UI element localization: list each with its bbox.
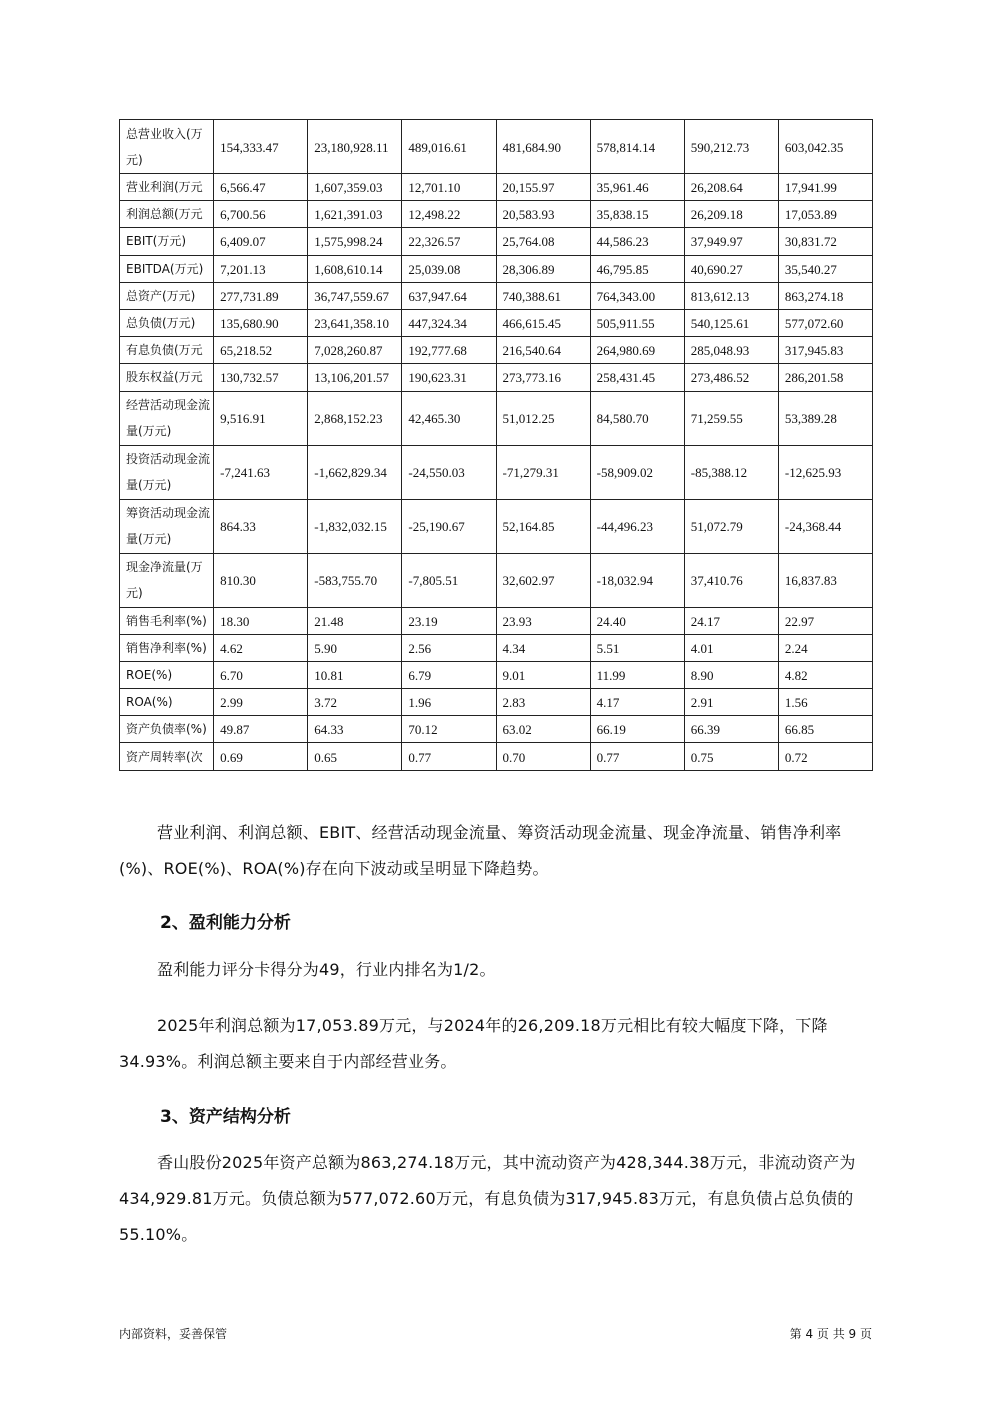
table-row	[120, 553, 873, 607]
table-row	[120, 282, 873, 309]
table-cell: 53,389.28	[778, 391, 872, 445]
table-row	[120, 228, 873, 255]
table-cell: 0.70	[496, 743, 590, 770]
table-cell: -58,909.02	[590, 445, 684, 499]
section-2-paragraph-2: 2025年利润总额为17,053.89万元，与2024年的26,209.18万元相比有较大幅度下降，下降34.93%。利润总额主要来自于内部经营业务。	[119, 1016, 828, 1071]
table-cell: 11.99	[590, 661, 684, 688]
table-cell: 21.48	[308, 607, 402, 634]
table-cell: 813,612.13	[684, 282, 778, 309]
table-cell: 63.02	[496, 716, 590, 743]
table-cell: 2.83	[496, 689, 590, 716]
table-cell: 2.24	[778, 634, 872, 661]
row-label: 总营业收入(万元)	[120, 120, 214, 174]
table-cell: 22,326.57	[402, 228, 496, 255]
table-cell: -583,755.70	[308, 553, 402, 607]
table-cell: 7,028,260.87	[308, 337, 402, 364]
table-cell: 0.77	[590, 743, 684, 770]
table-row	[120, 634, 873, 661]
table-cell: 6.70	[214, 661, 308, 688]
table-cell: 66.19	[590, 716, 684, 743]
table-cell: 135,680.90	[214, 309, 308, 336]
footer-page-number: 第 4 页 共 9 页	[789, 1327, 872, 1341]
table-cell: 3.72	[308, 689, 402, 716]
table-cell: 273,486.52	[684, 364, 778, 391]
section-3-paragraph-1: 香山股份2025年资产总额为863,274.18万元，其中流动资产为428,344.38万元，非流动资产为434,929.81万元。负债总额为577,072.60万元，有息负债为317,945.83万元，有息负债占总负债的55.10%。	[119, 1153, 856, 1244]
table-cell: 42,465.30	[402, 391, 496, 445]
table-cell: 6.79	[402, 661, 496, 688]
table-cell: 540,125.61	[684, 309, 778, 336]
table-cell: 2.56	[402, 634, 496, 661]
row-label: 筹资活动现金流量(万元)	[120, 499, 214, 553]
table-cell: 26,209.18	[684, 201, 778, 228]
table-cell: -7,241.63	[214, 445, 308, 499]
table-cell: 216,540.64	[496, 337, 590, 364]
table-row	[120, 499, 873, 553]
table-cell: -44,496.23	[590, 499, 684, 553]
table-cell: 154,333.47	[214, 120, 308, 174]
table-cell: 37,410.76	[684, 553, 778, 607]
table-row	[120, 607, 873, 634]
table-cell: 22.97	[778, 607, 872, 634]
table-cell: 2.99	[214, 689, 308, 716]
table-cell: 1,621,391.03	[308, 201, 402, 228]
table-row	[120, 661, 873, 688]
table-cell: 190,623.31	[402, 364, 496, 391]
table-cell: 20,155.97	[496, 174, 590, 201]
table-row	[120, 716, 873, 743]
table-cell: 258,431.45	[590, 364, 684, 391]
table-row	[120, 309, 873, 336]
table-cell: 71,259.55	[684, 391, 778, 445]
table-cell: -1,832,032.15	[308, 499, 402, 553]
table-cell: 12,498.22	[402, 201, 496, 228]
table-cell: 1,575,998.24	[308, 228, 402, 255]
table-row	[120, 337, 873, 364]
table-cell: 864.33	[214, 499, 308, 553]
table-cell: 24.40	[590, 607, 684, 634]
table-cell: -71,279.31	[496, 445, 590, 499]
table-cell: 6,700.56	[214, 201, 308, 228]
table-cell: -7,805.51	[402, 553, 496, 607]
table-cell: 578,814.14	[590, 120, 684, 174]
table-cell: 1.56	[778, 689, 872, 716]
table-cell: 5.90	[308, 634, 402, 661]
table-row	[120, 364, 873, 391]
table-cell: 35,961.46	[590, 174, 684, 201]
table-cell: 4.01	[684, 634, 778, 661]
row-label: ROA(%)	[120, 689, 214, 716]
table-row	[120, 689, 873, 716]
row-label: 投资活动现金流量(万元)	[120, 445, 214, 499]
table-row	[120, 743, 873, 770]
table-cell: 273,773.16	[496, 364, 590, 391]
row-label: 总负债(万元)	[120, 309, 214, 336]
table-cell: 466,615.45	[496, 309, 590, 336]
table-cell: 505,911.55	[590, 309, 684, 336]
table-cell: 52,164.85	[496, 499, 590, 553]
table-cell: 590,212.73	[684, 120, 778, 174]
table-cell: 285,048.93	[684, 337, 778, 364]
table-cell: 603,042.35	[778, 120, 872, 174]
row-label: 销售毛利率(%)	[120, 607, 214, 634]
table-cell: 2,868,152.23	[308, 391, 402, 445]
row-label: 利润总额(万元	[120, 201, 214, 228]
table-cell: 286,201.58	[778, 364, 872, 391]
table-cell: -85,388.12	[684, 445, 778, 499]
table-cell: 4.17	[590, 689, 684, 716]
table-cell: 7,201.13	[214, 255, 308, 282]
table-row	[120, 174, 873, 201]
table-cell: 23,180,928.11	[308, 120, 402, 174]
table-cell: 35,838.15	[590, 201, 684, 228]
table-cell: 20,583.93	[496, 201, 590, 228]
table-cell: 25,764.08	[496, 228, 590, 255]
table-cell: -18,032.94	[590, 553, 684, 607]
table-cell: 6,409.07	[214, 228, 308, 255]
table-cell: 10.81	[308, 661, 402, 688]
table-cell: 17,941.99	[778, 174, 872, 201]
table-cell: 481,684.90	[496, 120, 590, 174]
table-cell: 277,731.89	[214, 282, 308, 309]
table-cell: 1,607,359.03	[308, 174, 402, 201]
footer-confidential-note: 内部资料，妥善保管	[119, 1327, 228, 1341]
row-label: 销售净利率(%)	[120, 634, 214, 661]
table-cell: 4.82	[778, 661, 872, 688]
table-cell: 1,608,610.14	[308, 255, 402, 282]
table-cell: 9,516.91	[214, 391, 308, 445]
financial-data-table	[119, 119, 873, 771]
table-cell: 25,039.08	[402, 255, 496, 282]
table-cell: 64.33	[308, 716, 402, 743]
table-cell: 37,949.97	[684, 228, 778, 255]
table-cell: 23.93	[496, 607, 590, 634]
table-cell: 0.77	[402, 743, 496, 770]
table-cell: 4.34	[496, 634, 590, 661]
table-cell: 28,306.89	[496, 255, 590, 282]
row-label: 资产负债率(%)	[120, 716, 214, 743]
table-cell: 0.75	[684, 743, 778, 770]
row-label: 资产周转率(次	[120, 743, 214, 770]
table-cell: 26,208.64	[684, 174, 778, 201]
table-row	[120, 120, 873, 174]
table-cell: 447,324.34	[402, 309, 496, 336]
table-cell: 0.69	[214, 743, 308, 770]
table-cell: 30,831.72	[778, 228, 872, 255]
table-cell: 35,540.27	[778, 255, 872, 282]
table-row	[120, 255, 873, 282]
table-cell: 84,580.70	[590, 391, 684, 445]
row-label: 股东权益(万元	[120, 364, 214, 391]
table-cell: 192,777.68	[402, 337, 496, 364]
table-cell: -24,550.03	[402, 445, 496, 499]
table-cell: 577,072.60	[778, 309, 872, 336]
table-cell: 24.17	[684, 607, 778, 634]
row-label: 营业利润(万元	[120, 174, 214, 201]
table-cell: 489,016.61	[402, 120, 496, 174]
table-cell: 66.85	[778, 716, 872, 743]
table-cell: 70.12	[402, 716, 496, 743]
table-cell: 40,690.27	[684, 255, 778, 282]
table-cell: 317,945.83	[778, 337, 872, 364]
table-cell: -1,662,829.34	[308, 445, 402, 499]
table-cell: 0.72	[778, 743, 872, 770]
table-cell: 66.39	[684, 716, 778, 743]
table-cell: 264,980.69	[590, 337, 684, 364]
table-cell: 8.90	[684, 661, 778, 688]
table-row	[120, 391, 873, 445]
row-label: ROE(%)	[120, 661, 214, 688]
table-cell: 637,947.64	[402, 282, 496, 309]
table-cell: 51,012.25	[496, 391, 590, 445]
table-cell: 740,388.61	[496, 282, 590, 309]
table-cell: 9.01	[496, 661, 590, 688]
table-cell: 65,218.52	[214, 337, 308, 364]
table-cell: 36,747,559.67	[308, 282, 402, 309]
table-cell: 18.30	[214, 607, 308, 634]
table-cell: 2.91	[684, 689, 778, 716]
table-cell: 23,641,358.10	[308, 309, 402, 336]
table-cell: 17,053.89	[778, 201, 872, 228]
section-2-paragraph-1: 盈利能力评分卡得分为49，行业内排名为1/2。	[157, 960, 496, 979]
row-label: 现金净流量(万元)	[120, 553, 214, 607]
row-label: 有息负债(万元	[120, 337, 214, 364]
section-3-heading: 3、资产结构分析	[160, 1107, 291, 1127]
table-cell: 810.30	[214, 553, 308, 607]
table-cell: 12,701.10	[402, 174, 496, 201]
table-cell: 4.62	[214, 634, 308, 661]
row-label: 经营活动现金流量(万元)	[120, 391, 214, 445]
table-cell: -25,190.67	[402, 499, 496, 553]
section-2-heading: 2、盈利能力分析	[160, 913, 291, 933]
table-cell: 44,586.23	[590, 228, 684, 255]
table-cell: 13,106,201.57	[308, 364, 402, 391]
row-label: EBIT(万元)	[120, 228, 214, 255]
row-label: 总资产(万元)	[120, 282, 214, 309]
table-cell: 46,795.85	[590, 255, 684, 282]
table-cell: 0.65	[308, 743, 402, 770]
table-cell: 16,837.83	[778, 553, 872, 607]
table-row	[120, 445, 873, 499]
table-cell: 32,602.97	[496, 553, 590, 607]
table-cell: 49.87	[214, 716, 308, 743]
table-cell: 863,274.18	[778, 282, 872, 309]
table-cell: 130,732.57	[214, 364, 308, 391]
table-cell: 6,566.47	[214, 174, 308, 201]
table-cell: -12,625.93	[778, 445, 872, 499]
table-cell: 51,072.79	[684, 499, 778, 553]
row-label: EBITDA(万元)	[120, 255, 214, 282]
table-row	[120, 201, 873, 228]
table-cell: -24,368.44	[778, 499, 872, 553]
table-cell: 1.96	[402, 689, 496, 716]
trend-note-paragraph: 营业利润、利润总额、EBIT、经营活动现金流量、筹资活动现金流量、现金净流量、销售净利率(%)、ROE(%)、ROA(%)存在向下波动或呈明显下降趋势。	[119, 823, 842, 878]
table-cell: 23.19	[402, 607, 496, 634]
table-cell: 764,343.00	[590, 282, 684, 309]
table-cell: 5.51	[590, 634, 684, 661]
